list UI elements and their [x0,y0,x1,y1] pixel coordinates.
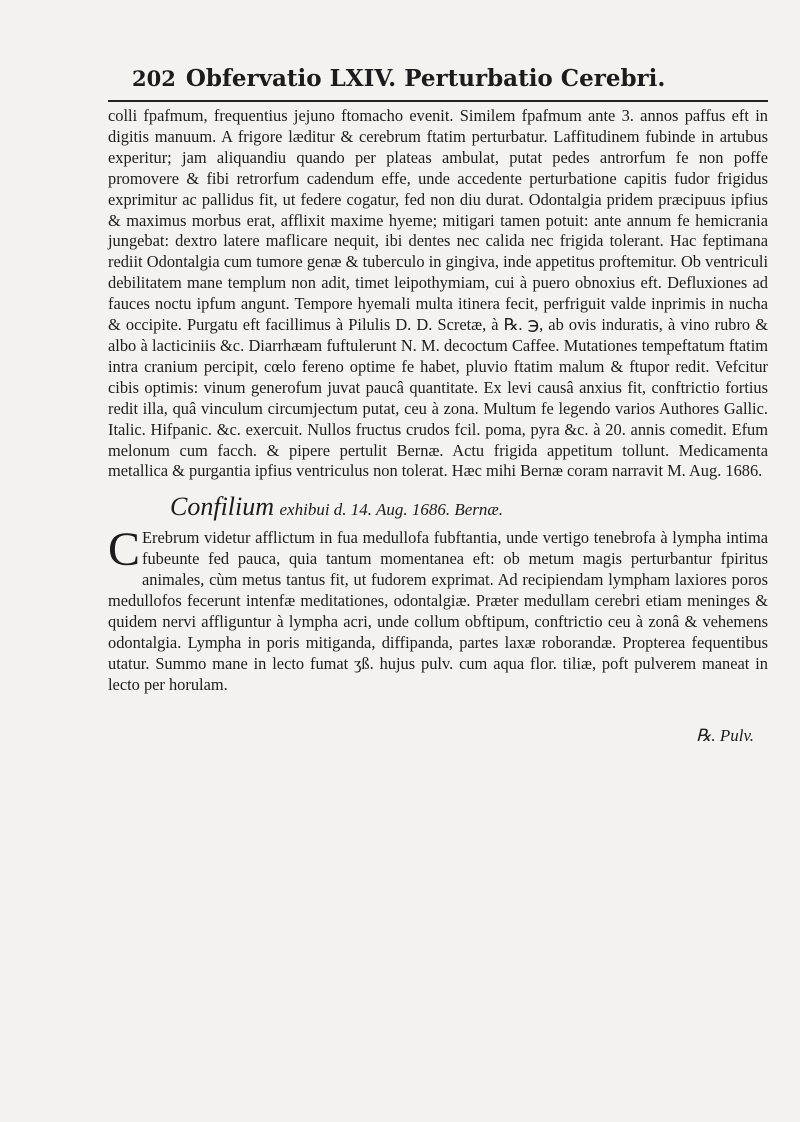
running-header [108,64,768,94]
drop-cap: C [108,523,141,577]
running-title: Obfervatio LXIV. Perturbatio Cerebri. [185,65,666,92]
consilium-text: Erebrum videtur afflictum in fua medullofa fubftantia, unde vertigo tenebrofa à lympha intima fubeunte fed pauca, quia tantum momentanea eft: ob metum magis perturbantur fpiritus animales, cùm metus tantus fit, ut fudorem exprimat. Ad recipiendam lympham laxiores poros medullofos fecerunt intenfæ meditationes, odontalgiæ. Præter medullam cerebri etiam meninges & quidem nervi affliguntur à lympha acri, unde collum obftipum, conftrictio ceu à zonâ & vehemens odontalgia. Lympha in poris mitiganda, diffipanda, partes laxæ roborandæ. Propterea fequentibus utatur. Summo mane in lecto fumat ʒß. hujus pulv. cum aqua flor. tiliæ, poft pulverem maneat in lecto per horulam. [108,528,768,694]
header-rule [108,100,768,102]
consilium-date: exhibui d. 14. Aug. 1686. Bernæ. [279,500,504,520]
catchword: ℞. Pulv. [696,725,754,745]
observation-text: colli fpafmum, frequentius jejuno ftomacho evenit. Similem fpafmum ante 3. annos paffus eft in digitis manuum. A frigore læditur & cerebrum ftatim perturbatur. Laffitudinem fubinde in artubus experitur; jam aliquandiu quando per plateas ambulat, putat pedes antrorfum fe non poffe promovere & fibi retrorfum cadendum effe, unde accedente perturbatione capitis fudor frigidus exprimitur ac pallidus fit, ut federe cogatur, fed non diu durat. Odontalgia pridem præcipuus ipfius & maximus morbus erat, afflixit maxime hyeme; mitigari tamen potuit: ante annum fe hemicrania jungebat: dextro latere maflicare nequit, ibi dentes nec calida nec frigida tolerant. Hac feptimana rediit Odontalgia cum tumore genæ & tuberculo in gingiva, inde appetitus proftemitur. Ob ventriculi debilitatem mane templum non adit, timet leipothymiam, cui à puero obnoxius eft. Defluxiones ad fauces noctu ipfum angunt. Tempore hyemali multa itinera fecit, perfriguit valde inprimis in nucha & occipite. Purgatu eft facillimus à Pilulis D. D. Scretæ, à ℞. ℈, ab ovis induratis, à vino rubro & albo à lacticiniis &c. Diarrhæam fuftulerunt N. M. decoctum Caffee. Mutationes tempeftatum ftatim intra cranium percipit, cœlo fereno optime fe habet, pluvio ftatim malum & ftupor redit. Vefcitur cibis optimis: vinum generofum juvat paucâ quantitate. Ex levi causâ anxius fit, conftrictio fortius redit illa, quâ vinculum circumjectum putat, ceu à zona. Multum fe legendo varios Authores Gallic. Italic. Hifpanic. &c. exercuit. Nullos fructus crudos fcil. poma, pyra &c. à 20. annis comedit. Efum melonum cum facch. & pipere pertulit Bernæ. Actu frigida appetitum tollunt. Medicamenta metallica & purgantia ipfius ventriculus non tolerat. Hæc mihi Bernæ coram narravit M. Aug. 1686. [108,106,768,481]
consilium-body [108,523,768,695]
book-page [108,64,768,746]
page-number: 202 [132,66,176,91]
consilium-heading [108,492,768,522]
consilium-title: Confilium [170,492,275,522]
